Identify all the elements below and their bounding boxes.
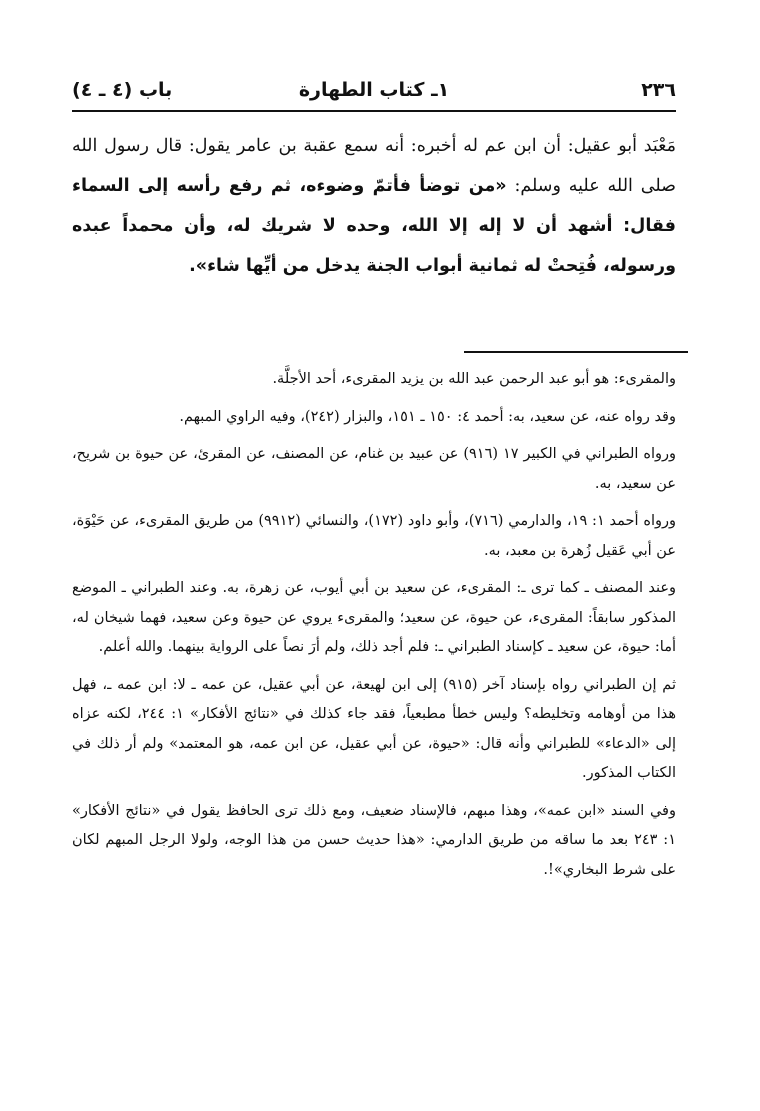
footnote-paragraph: ثم إن الطبراني رواه بإسناد آخر (٩١٥) إلى ابن لهيعة، عن أبي عقيل، عن عمه ـ لا: ابن عمه ـ، فهل هذا من أوهامه وتخليطه؟ وليس خطأ مطبعياً، فقد جاء كذلك في «نتائج الأفكار» ١: ٢٤٤، لكنه عزاه إلى «الدعاء» للطبراني وأنه قال: «حيوة، عن أبي عقيل، عن ابن عمه، هو المعتمد» ولم أر ذلك في الكتاب المذكور. (72, 676, 676, 781)
footnote-paragraph: ورواه الطبراني في الكبير ١٧ (٩١٦) عن عبيد بن غنام، عن المصنف، عن المقرئ، عن حيوة بن شريح، عن سعيد، به. (72, 446, 676, 492)
book-title: ١ـ كتاب الطهارة (298, 79, 450, 101)
page-number: ٢٣٦ (641, 79, 676, 101)
chapter-reference: باب (٤ ـ ٤) (72, 79, 173, 101)
hadith-text: «من توضأ فأتمّ وضوءه، ثم رفع رأسه إلى السماء فقال: أشهد أن لا إله إلا الله، وحده لا شريك له، وأن محمداً عبده ورسوله، فُتِحتْ له ثمانية أبواب الجنة يدخل من أيِّها شاء». (72, 176, 676, 276)
footnote-paragraph: وعند المصنف ـ كما ترى ـ: المقرىء، عن سعيد بن أبي أيوب، عن زهرة، به. وعند الطبراني ـ الموضع المذكور سابقاً: المقرىء، عن حيوة، عن سعيد؛ والمقرىء يروي عن حيوة وعن سعيد، فهما شيخان له، أما: حيوة، عن سعيد ـ كإسناد الطبراني ـ: فلم أجد ذلك، ولم أرَ نصاً على الرواية بينهما. والله أعلم. (72, 580, 676, 655)
hadith-main-text (72, 126, 676, 286)
footnote-separator (464, 351, 688, 353)
hadith-intro: مَعْبَد أبو عقيل: أن ابن عم له أخبره: أنه سمع عقبة بن عامر يقول: قال رسول الله صلى الله عليه وسلم: (72, 136, 676, 196)
footnote-paragraph: والمقرىء: هو أبو عبد الرحمن عبد الله بن يزيد المقرىء، أحد الأجلَّة. (272, 371, 676, 387)
footnote-paragraph: وفي السند «ابن عمه»، وهذا مبهم، فالإسناد ضعيف، ومع ذلك ترى الحافظ يقول في «نتائج الأفكار» ١: ٢٤٣ بعد ما ساقه من طريق الدارمي: «هذا حديث حسن من هذا الوجه، ولولا الرجل المبهم لكان على شرط البخاري»!. (72, 802, 676, 878)
footnote-paragraph: وقد رواه عنه، عن سعيد، به: أحمد ٤: ١٥٠ ـ ١٥١، والبزار (٢٤٢)، وفيه الراوي المبهم. (179, 408, 676, 425)
footnote-paragraph: ورواه أحمد ١: ١٩، والدارمي (٧١٦)، وأبو داود (١٧٢)، والنسائي (٩٩١٢) من طريق المقرىء، عن حَيْوَة، عن أبي عَقيل زُهرة بن معبد، به. (72, 513, 676, 559)
page-header (72, 72, 676, 112)
footnotes (72, 365, 676, 893)
